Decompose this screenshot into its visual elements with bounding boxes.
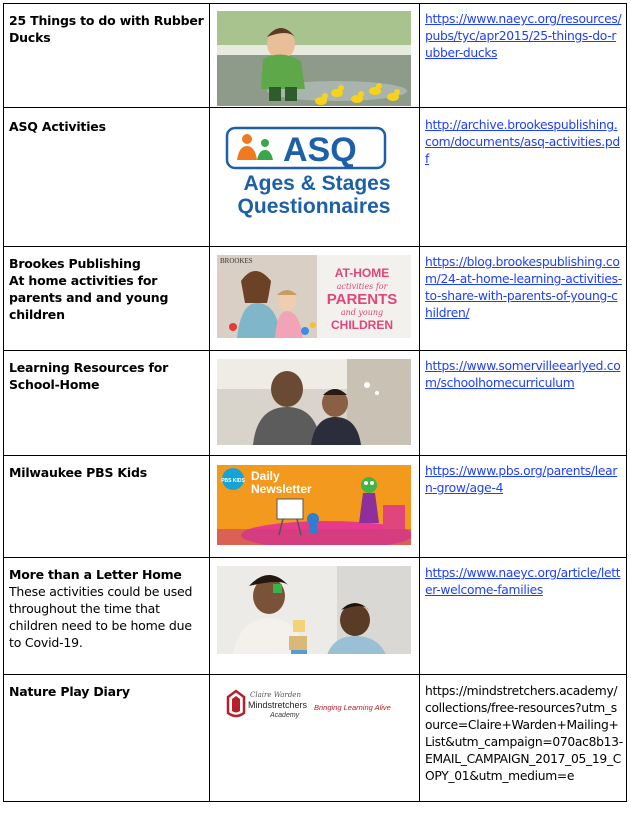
resource-title: Brookes Publishing <box>9 256 141 271</box>
asq-line2: Questionnaires <box>237 195 391 218</box>
asq-logo <box>217 126 411 226</box>
resource-description: These activities could be used throughout the time that children need to be home due to Covid-19. <box>9 584 193 650</box>
table-row <box>4 558 627 675</box>
image-cell <box>210 247 420 351</box>
resource-description: At home activities for parents and and young children <box>9 273 169 322</box>
table-row <box>4 247 627 351</box>
parent-and-child-blocks-photo <box>217 566 411 664</box>
image-cell <box>210 558 420 675</box>
mindstretchers-logo <box>224 687 404 727</box>
title-cell <box>4 675 210 802</box>
banner-line-children: CHILDREN <box>331 318 393 332</box>
image-cell <box>210 351 420 456</box>
banner-line-at-home: AT-HOME <box>334 266 390 280</box>
link-cell <box>420 456 627 558</box>
table-row <box>4 675 627 802</box>
image-cell <box>210 108 420 247</box>
table-row <box>4 4 627 108</box>
resource-link[interactable]: https://blog.brookespublishing.com/24-at-home-learning-activities-to-share-with-parents-of-young-children/ <box>425 255 622 320</box>
resource-title: ASQ Activities <box>9 119 106 134</box>
resource-link[interactable]: https://www.pbs.org/parents/learn-grow/age-4 <box>425 464 618 495</box>
academy-word: Academy <box>270 712 300 719</box>
pbs-badge: PBS KIDS <box>221 478 245 484</box>
resource-title: Nature Play Diary <box>9 684 130 699</box>
father-and-child-photo <box>217 359 411 445</box>
image-cell <box>210 4 420 108</box>
image-cell <box>210 456 420 558</box>
link-cell <box>420 675 627 802</box>
banner-line-activities: activities for <box>336 282 388 291</box>
title-cell <box>4 456 210 558</box>
brookes-brand: BROOKES <box>220 257 253 265</box>
title-cell <box>4 558 210 675</box>
banner-line-parents: PARENTS <box>326 291 398 308</box>
link-cell <box>420 247 627 351</box>
link-cell <box>420 4 627 108</box>
resource-title: Milwaukee PBS Kids <box>9 465 147 480</box>
banner-line-young: and young <box>340 308 384 317</box>
table-row <box>4 108 627 247</box>
asq-logo-text: ASQ <box>283 131 357 169</box>
resource-link[interactable]: https://www.somervilleearlyed.com/schoolhomecurriculum <box>425 359 621 390</box>
claire-warden-name: Claire Warden <box>250 691 301 699</box>
title-cell <box>4 247 210 351</box>
resource-link[interactable]: https://www.naeyc.org/article/letter-welcome-families <box>425 566 621 597</box>
title-cell <box>4 4 210 108</box>
resource-link[interactable]: https://www.naeyc.org/resources/pubs/tyc/apr2015/25-things-do-rubber-ducks <box>425 12 622 60</box>
newsletter-line2: Newsletter <box>251 482 312 496</box>
link-cell <box>420 351 627 456</box>
title-cell <box>4 351 210 456</box>
resource-table <box>3 3 627 802</box>
title-cell <box>4 108 210 247</box>
image-cell <box>210 675 420 802</box>
resource-link[interactable]: http://archive.brookespublishing.com/documents/asq-activities.pdf <box>425 118 620 166</box>
pbs-kids-newsletter-banner <box>217 465 411 545</box>
newsletter-line1: Daily <box>251 469 280 483</box>
resource-url-text: https://mindstretchers.academy/collections/free-resources?utm_source=Claire+Warden+Mailing+List&utm_campaign=070ac8b13-EMAIL_CAMPAIGN_2017_05_19_COPY_01&utm_medium=e <box>425 684 623 783</box>
asq-line1: Ages & Stages <box>243 172 391 195</box>
link-cell <box>420 108 627 247</box>
resource-title: 25 Things to do with Rubber Ducks <box>9 13 204 45</box>
link-cell <box>420 558 627 675</box>
child-with-rubber-ducks-photo <box>217 11 411 106</box>
brookes-at-home-banner <box>217 255 411 338</box>
resource-title: More than a Letter Home <box>9 567 182 582</box>
table-row <box>4 456 627 558</box>
mindstretchers-word: Mindstretchers <box>248 700 308 710</box>
tagline: Bringing Learning Alive <box>314 703 391 712</box>
resource-title: Learning Resources for School-Home <box>9 360 169 392</box>
table-row <box>4 351 627 456</box>
